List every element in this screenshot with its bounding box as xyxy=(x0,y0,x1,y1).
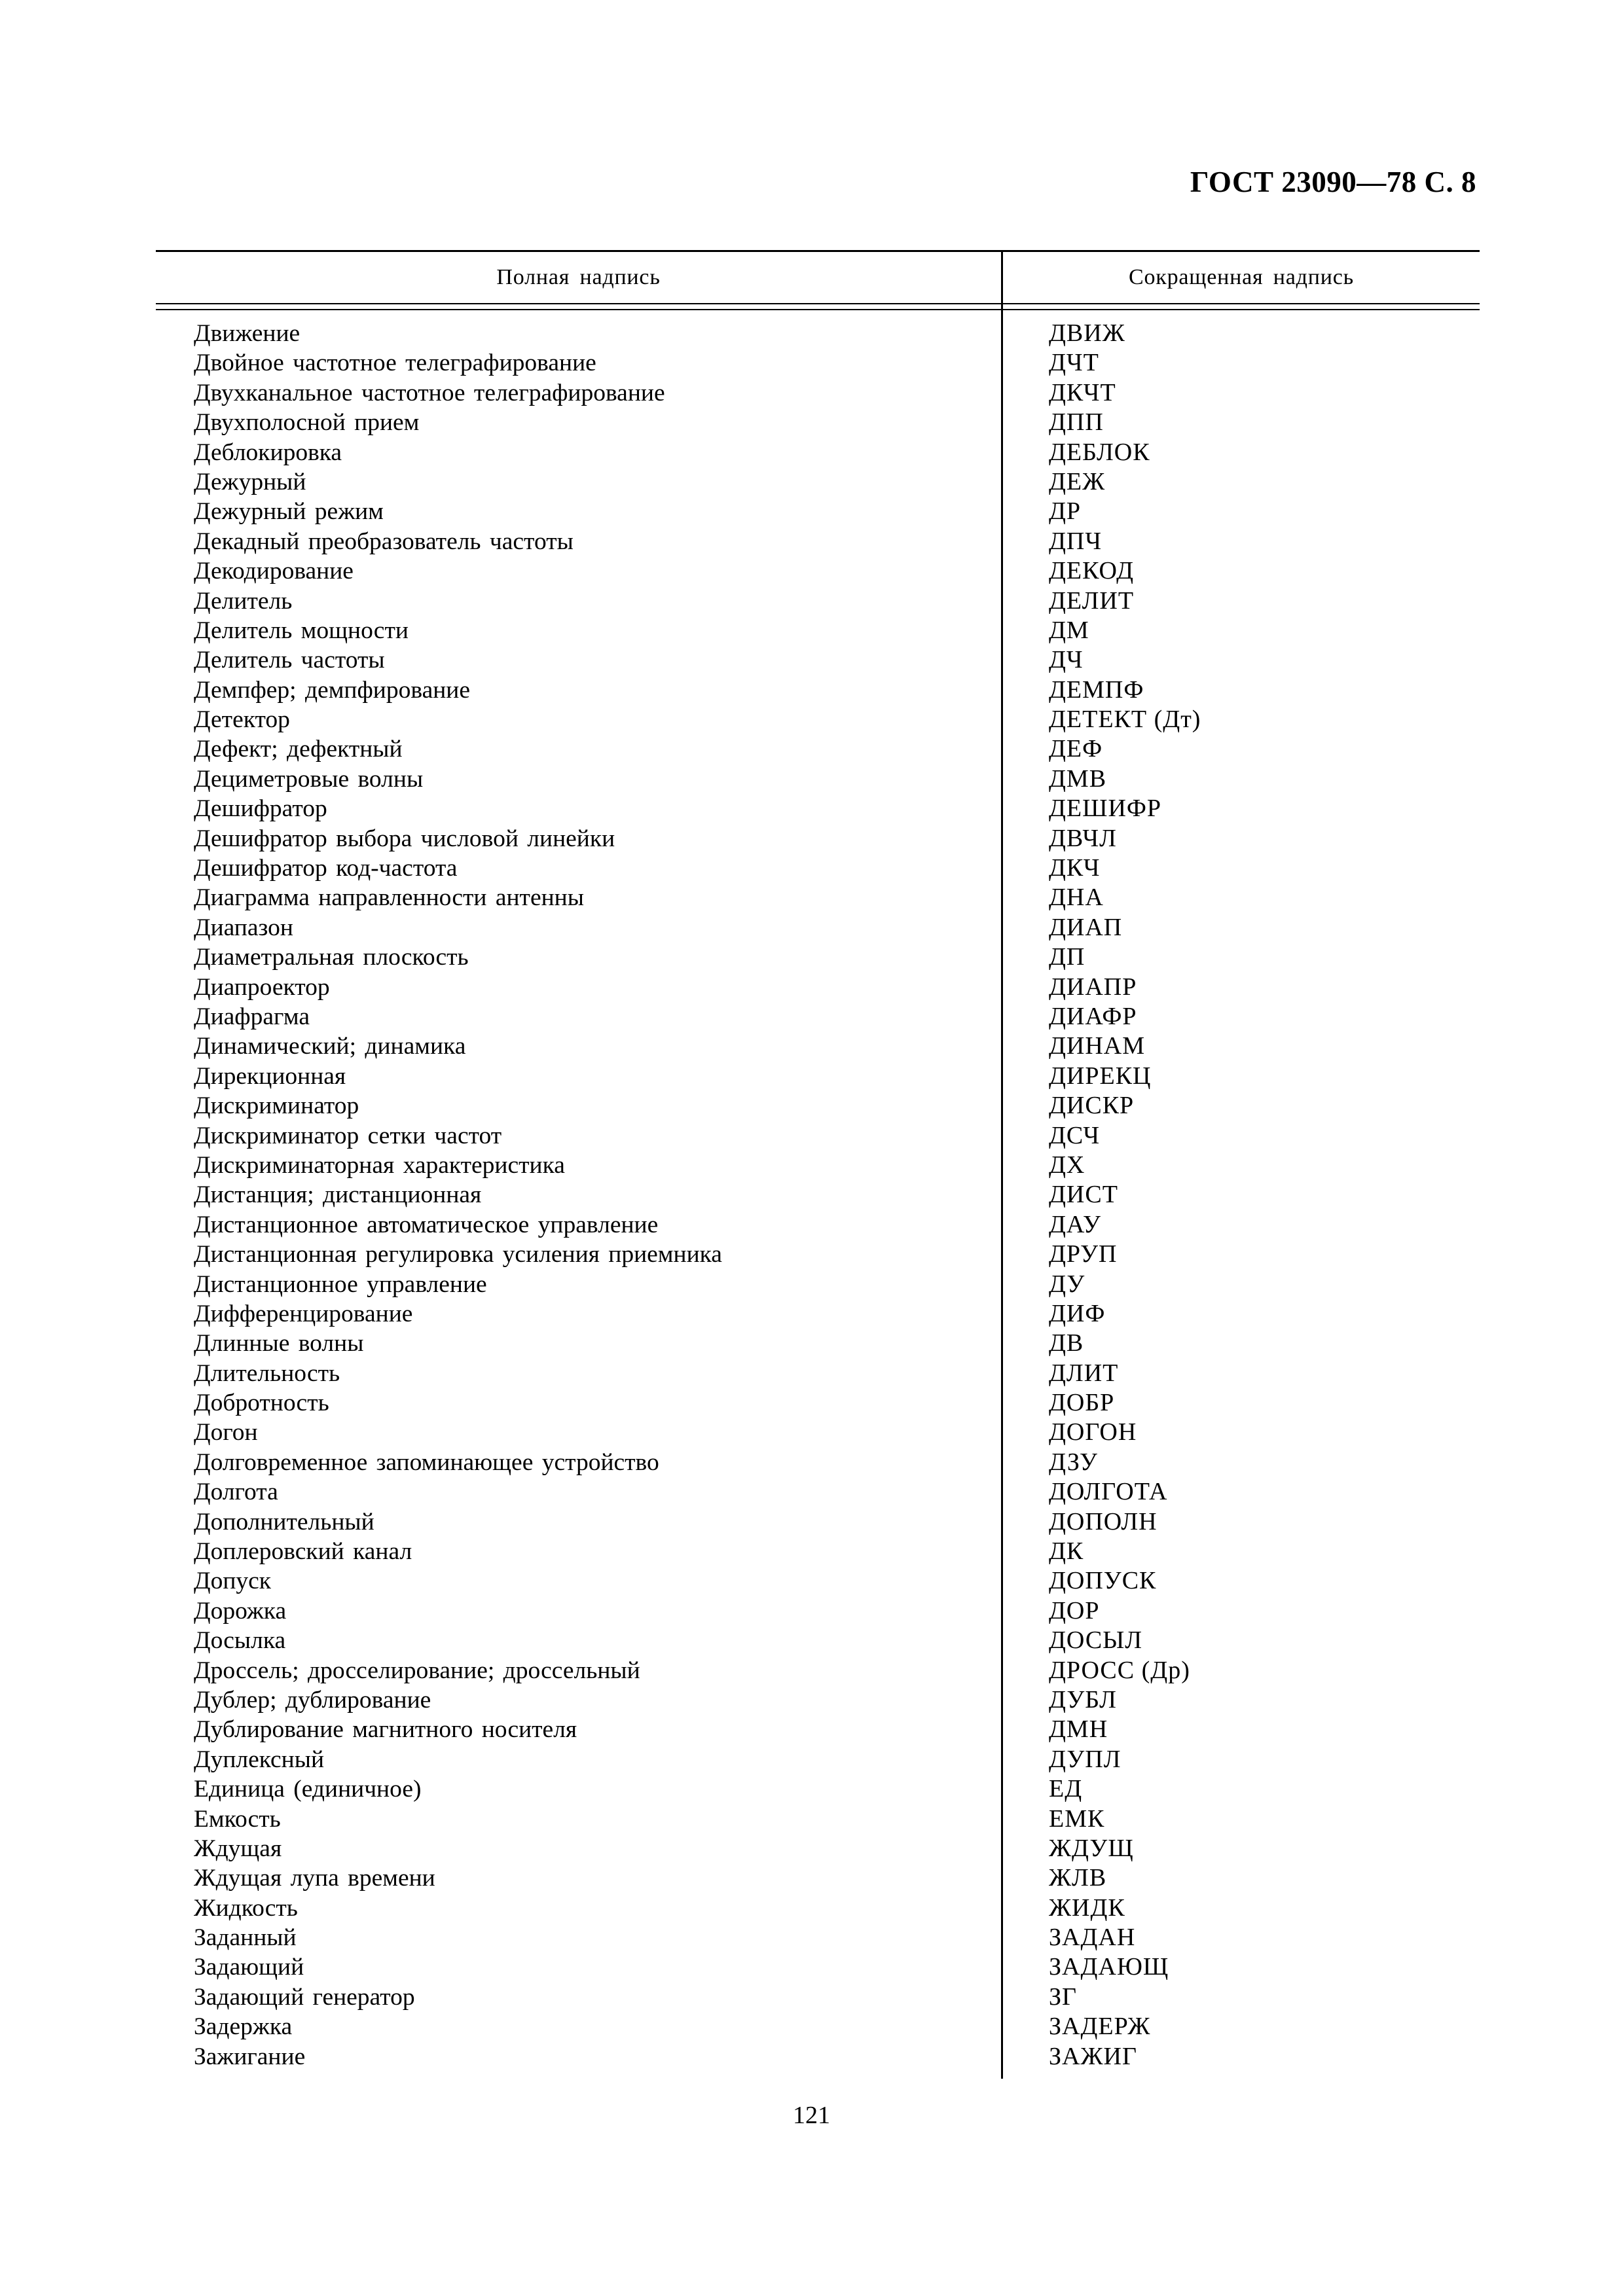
table-row xyxy=(156,586,1480,616)
table-row xyxy=(156,1596,1480,1626)
table-row xyxy=(156,348,1480,378)
abbreviated-inscription: ДХ xyxy=(1049,1151,1085,1179)
table-row xyxy=(156,319,1480,348)
table-row xyxy=(156,794,1480,823)
abbreviated-inscription: ДИАПР xyxy=(1049,973,1137,1001)
table-row xyxy=(156,705,1480,734)
full-inscription: Дециметровые волны xyxy=(194,765,424,793)
column-header-full: Полная надпись xyxy=(496,265,661,289)
table-row xyxy=(156,1952,1480,1982)
abbreviated-inscription: ДЕБЛОК xyxy=(1049,438,1150,466)
full-inscription: Демпфер; демпфирование xyxy=(194,676,470,704)
abbreviated-inscription: ДСЧ xyxy=(1049,1121,1101,1149)
page-number: 121 xyxy=(793,2102,830,2129)
table-row xyxy=(156,1448,1480,1477)
abbreviated-inscription: ДЕЛИТ xyxy=(1049,586,1135,615)
table-row xyxy=(156,2012,1480,2041)
full-inscription: Диафрагма xyxy=(194,1003,310,1030)
abbreviated-inscription: ДЕФ xyxy=(1049,735,1103,763)
abbreviated-inscription: ДЕТЕКТ (Дт) xyxy=(1049,706,1201,734)
full-inscription: Долгота xyxy=(194,1479,278,1506)
full-inscription: Длительность xyxy=(194,1359,340,1387)
full-inscription: Задающий генератор xyxy=(194,1983,415,2011)
abbreviated-inscription: ДЧТ xyxy=(1049,349,1099,377)
full-inscription: Единица (единичное) xyxy=(194,1776,422,1803)
table-row xyxy=(156,675,1480,705)
full-inscription: Догон xyxy=(194,1419,258,1446)
full-inscription: Двухполосной прием xyxy=(194,409,420,437)
table-row xyxy=(156,1774,1480,1804)
table-row xyxy=(156,1804,1480,1834)
table-row xyxy=(156,1359,1480,1388)
table-row xyxy=(156,1863,1480,1893)
abbreviated-inscription: ДИАП xyxy=(1049,913,1123,941)
abbreviated-inscription: ДИРЕКЦ xyxy=(1049,1062,1152,1090)
table-row xyxy=(156,1982,1480,2012)
full-inscription: Делитель частоты xyxy=(194,647,385,674)
table-row xyxy=(156,1656,1480,1685)
table-row xyxy=(156,1299,1480,1329)
abbreviated-inscription: ДЕКОД xyxy=(1049,557,1135,585)
abbreviated-inscription: ЗАДЕРЖ xyxy=(1049,2013,1151,2041)
abbreviated-inscription: ДОБР xyxy=(1049,1389,1115,1417)
table-row xyxy=(156,1062,1480,1091)
table-row xyxy=(156,1626,1480,1655)
table-row xyxy=(156,2042,1480,2072)
abbreviated-inscription: ДКЧ xyxy=(1049,854,1101,882)
table-row xyxy=(156,378,1480,408)
abbreviated-inscription: ДЕМПФ xyxy=(1049,675,1144,704)
table-row xyxy=(156,1151,1480,1180)
full-inscription: Детектор xyxy=(194,706,290,734)
table-row xyxy=(156,616,1480,645)
abbreviated-inscription: ДК xyxy=(1049,1537,1084,1566)
table-row xyxy=(156,883,1480,912)
abbreviated-inscription: ДАУ xyxy=(1049,1210,1101,1238)
full-inscription: Дистанционная регулировка усиления приемника xyxy=(194,1241,722,1268)
full-inscription: Двухканальное частотное телеграфирование xyxy=(194,379,665,406)
full-inscription: Дискриминатор сетки частот xyxy=(194,1122,502,1149)
full-inscription: Дополнительный xyxy=(194,1508,374,1535)
abbreviated-inscription: ДИФ xyxy=(1049,1299,1106,1327)
table-header-row xyxy=(156,252,1480,303)
full-inscription: Задержка xyxy=(194,2013,293,2041)
abbreviated-inscription: ДМ xyxy=(1049,616,1089,644)
table-row xyxy=(156,1834,1480,1863)
table-row xyxy=(156,1240,1480,1269)
table-row xyxy=(156,1270,1480,1299)
full-inscription: Дифференцирование xyxy=(194,1300,413,1327)
full-inscription: Дорожка xyxy=(194,1597,287,1624)
full-inscription: Емкость xyxy=(194,1805,281,1833)
full-inscription: Дискриминатор xyxy=(194,1092,359,1120)
abbreviated-inscription: ДР xyxy=(1049,497,1082,526)
full-inscription: Динамический; динамика xyxy=(194,1033,466,1060)
table-row xyxy=(156,764,1480,794)
table-row xyxy=(156,1745,1480,1774)
abbreviated-inscription: ДКЧТ xyxy=(1049,378,1116,406)
full-inscription: Доплеровский канал xyxy=(194,1538,412,1566)
abbreviated-inscription: ДЕЖ xyxy=(1049,467,1106,495)
abbreviated-inscription: ДВЧЛ xyxy=(1049,824,1117,852)
full-inscription: Задающий xyxy=(194,1954,304,1981)
abbreviated-inscription: ДЧ xyxy=(1049,646,1084,674)
abbreviated-inscription: ДВ xyxy=(1049,1329,1084,1357)
page-header: ГОСТ 23090—78 С. 8 xyxy=(1190,166,1476,198)
full-inscription: Декодирование xyxy=(194,558,354,585)
abbreviated-inscription: ДМН xyxy=(1049,1715,1108,1744)
table-row xyxy=(156,1418,1480,1447)
table-row xyxy=(156,1537,1480,1566)
full-inscription: Диаграмма направленности антенны xyxy=(194,884,584,912)
table-row xyxy=(156,913,1480,942)
full-inscription: Делитель мощности xyxy=(194,617,409,644)
table-row xyxy=(156,408,1480,437)
table-row xyxy=(156,527,1480,556)
full-inscription: Дежурный режим xyxy=(194,498,384,526)
full-inscription: Движение xyxy=(194,320,301,347)
full-inscription: Дроссель; дросселирование; дроссельный xyxy=(194,1657,640,1684)
full-inscription: Дублер; дублирование xyxy=(194,1686,431,1713)
table-row xyxy=(156,1210,1480,1240)
table-row xyxy=(156,1893,1480,1923)
table-row xyxy=(156,973,1480,1002)
table-row xyxy=(156,1477,1480,1507)
abbreviated-inscription: ЕМК xyxy=(1049,1804,1105,1833)
full-inscription: Добротность xyxy=(194,1390,329,1417)
abbreviated-inscription: ДПЧ xyxy=(1049,527,1103,555)
table-row xyxy=(156,1388,1480,1418)
abbreviated-inscription: ДОПОЛН xyxy=(1049,1507,1158,1535)
full-inscription: Диаметральная плоскость xyxy=(194,944,469,971)
abbreviated-inscription: ДОПУСК xyxy=(1049,1567,1157,1595)
full-inscription: Дешифратор xyxy=(194,795,327,823)
abbreviated-inscription: ЖДУЩ xyxy=(1049,1834,1134,1862)
table-row xyxy=(156,1091,1480,1121)
abbreviated-inscription: ДИСКР xyxy=(1049,1092,1135,1120)
full-inscription: Дистанционное управление xyxy=(194,1270,487,1298)
table-row xyxy=(156,467,1480,497)
full-inscription: Деблокировка xyxy=(194,439,342,466)
table-row xyxy=(156,497,1480,526)
full-inscription: Диапазон xyxy=(194,914,293,941)
table-row xyxy=(156,1121,1480,1151)
table-row xyxy=(156,438,1480,467)
abbreviated-inscription: ДОР xyxy=(1049,1596,1100,1624)
table-row xyxy=(156,1031,1480,1061)
full-inscription: Допуск xyxy=(194,1568,272,1595)
table-row xyxy=(156,1180,1480,1210)
full-inscription: Дискриминаторная характеристика xyxy=(194,1151,565,1179)
table-row xyxy=(156,1566,1480,1596)
abbreviated-inscription: ДП xyxy=(1049,943,1085,971)
abbreviated-inscription: ДУ xyxy=(1049,1270,1085,1298)
header-rule-upper xyxy=(156,303,1480,304)
abbreviated-inscription: ДУБЛ xyxy=(1049,1685,1117,1713)
full-inscription: Дублирование магнитного носителя xyxy=(194,1716,577,1744)
table-row xyxy=(156,942,1480,972)
full-inscription: Долговременное запоминающее устройство xyxy=(194,1448,659,1476)
table-row xyxy=(156,1715,1480,1744)
full-inscription: Дефект; дефектный xyxy=(194,736,403,763)
abbreviated-inscription: ЗГ xyxy=(1049,1982,1078,2011)
full-inscription: Дешифратор выбора числовой линейки xyxy=(194,825,615,852)
full-inscription: Декадный преобразователь частоты xyxy=(194,528,574,555)
table-row xyxy=(156,1329,1480,1358)
full-inscription: Делитель xyxy=(194,587,293,615)
full-inscription: Ждущая xyxy=(194,1835,282,1862)
full-inscription: Дистанция; дистанционная xyxy=(194,1181,482,1209)
abbreviated-inscription: ДПП xyxy=(1049,408,1104,437)
full-inscription: Длинные волны xyxy=(194,1330,364,1357)
full-inscription: Жидкость xyxy=(194,1894,298,1922)
abbreviated-inscription: ЗАДАЮЩ xyxy=(1049,1953,1169,1981)
table-row xyxy=(156,824,1480,853)
table-row xyxy=(156,1685,1480,1715)
abbreviated-inscription: ДРУП xyxy=(1049,1240,1118,1268)
full-inscription: Дешифратор код-частота xyxy=(194,855,458,882)
abbreviated-inscription: ДРОСС (Др) xyxy=(1049,1656,1190,1684)
abbreviated-inscription: ДОГОН xyxy=(1049,1418,1137,1446)
abbreviated-inscription: ДЕШИФР xyxy=(1049,795,1162,823)
abbreviated-inscription: ЗАДАН xyxy=(1049,1924,1136,1952)
full-inscription: Дистанционное автоматическое управление xyxy=(194,1211,659,1238)
abbreviated-inscription: ДИАФР xyxy=(1049,1002,1137,1030)
abbreviated-inscription: ДОСЫЛ xyxy=(1049,1626,1143,1655)
full-inscription: Двойное частотное телеграфирование xyxy=(194,350,596,377)
table-row xyxy=(156,1923,1480,1952)
abbreviated-inscription: ДМВ xyxy=(1049,764,1107,793)
table-row xyxy=(156,853,1480,883)
abbreviated-inscription: ДНА xyxy=(1049,884,1104,912)
full-inscription: Дуплексный xyxy=(194,1746,325,1773)
column-header-abbr: Сокращенная надпись xyxy=(1129,265,1354,289)
abbreviated-inscription: ДОЛГОТА xyxy=(1049,1478,1168,1506)
full-inscription: Дежурный xyxy=(194,468,306,495)
abbreviated-inscription: ЕД xyxy=(1049,1775,1083,1803)
abbreviated-inscription: ДУПЛ xyxy=(1049,1745,1122,1773)
abbreviated-inscription: ДЗУ xyxy=(1049,1448,1098,1476)
table-row xyxy=(156,645,1480,675)
full-inscription: Дирекционная xyxy=(194,1062,346,1090)
abbreviated-inscription: ДИСТ xyxy=(1049,1181,1118,1209)
full-inscription: Заданный xyxy=(194,1924,297,1952)
abbreviated-inscription: ДВИЖ xyxy=(1049,319,1125,347)
abbreviated-inscription: ЖЛВ xyxy=(1049,1864,1107,1892)
full-inscription: Зажигание xyxy=(194,2043,306,2070)
full-inscription: Досылка xyxy=(194,1627,286,1655)
abbreviated-inscription: ДЛИТ xyxy=(1049,1359,1119,1387)
abbreviated-inscription: ДИНАМ xyxy=(1049,1032,1146,1060)
abbreviated-inscription: ЗАЖИГ xyxy=(1049,2042,1137,2070)
abbreviated-inscription: ЖИДК xyxy=(1049,1893,1125,1922)
table-row xyxy=(156,734,1480,764)
table-body xyxy=(156,319,1480,2072)
full-inscription: Ждущая лупа времени xyxy=(194,1865,435,1892)
full-inscription: Диапроектор xyxy=(194,973,330,1001)
table-row xyxy=(156,556,1480,586)
table-row xyxy=(156,1002,1480,1031)
header-rule-lower xyxy=(156,309,1480,310)
table-row xyxy=(156,1507,1480,1537)
